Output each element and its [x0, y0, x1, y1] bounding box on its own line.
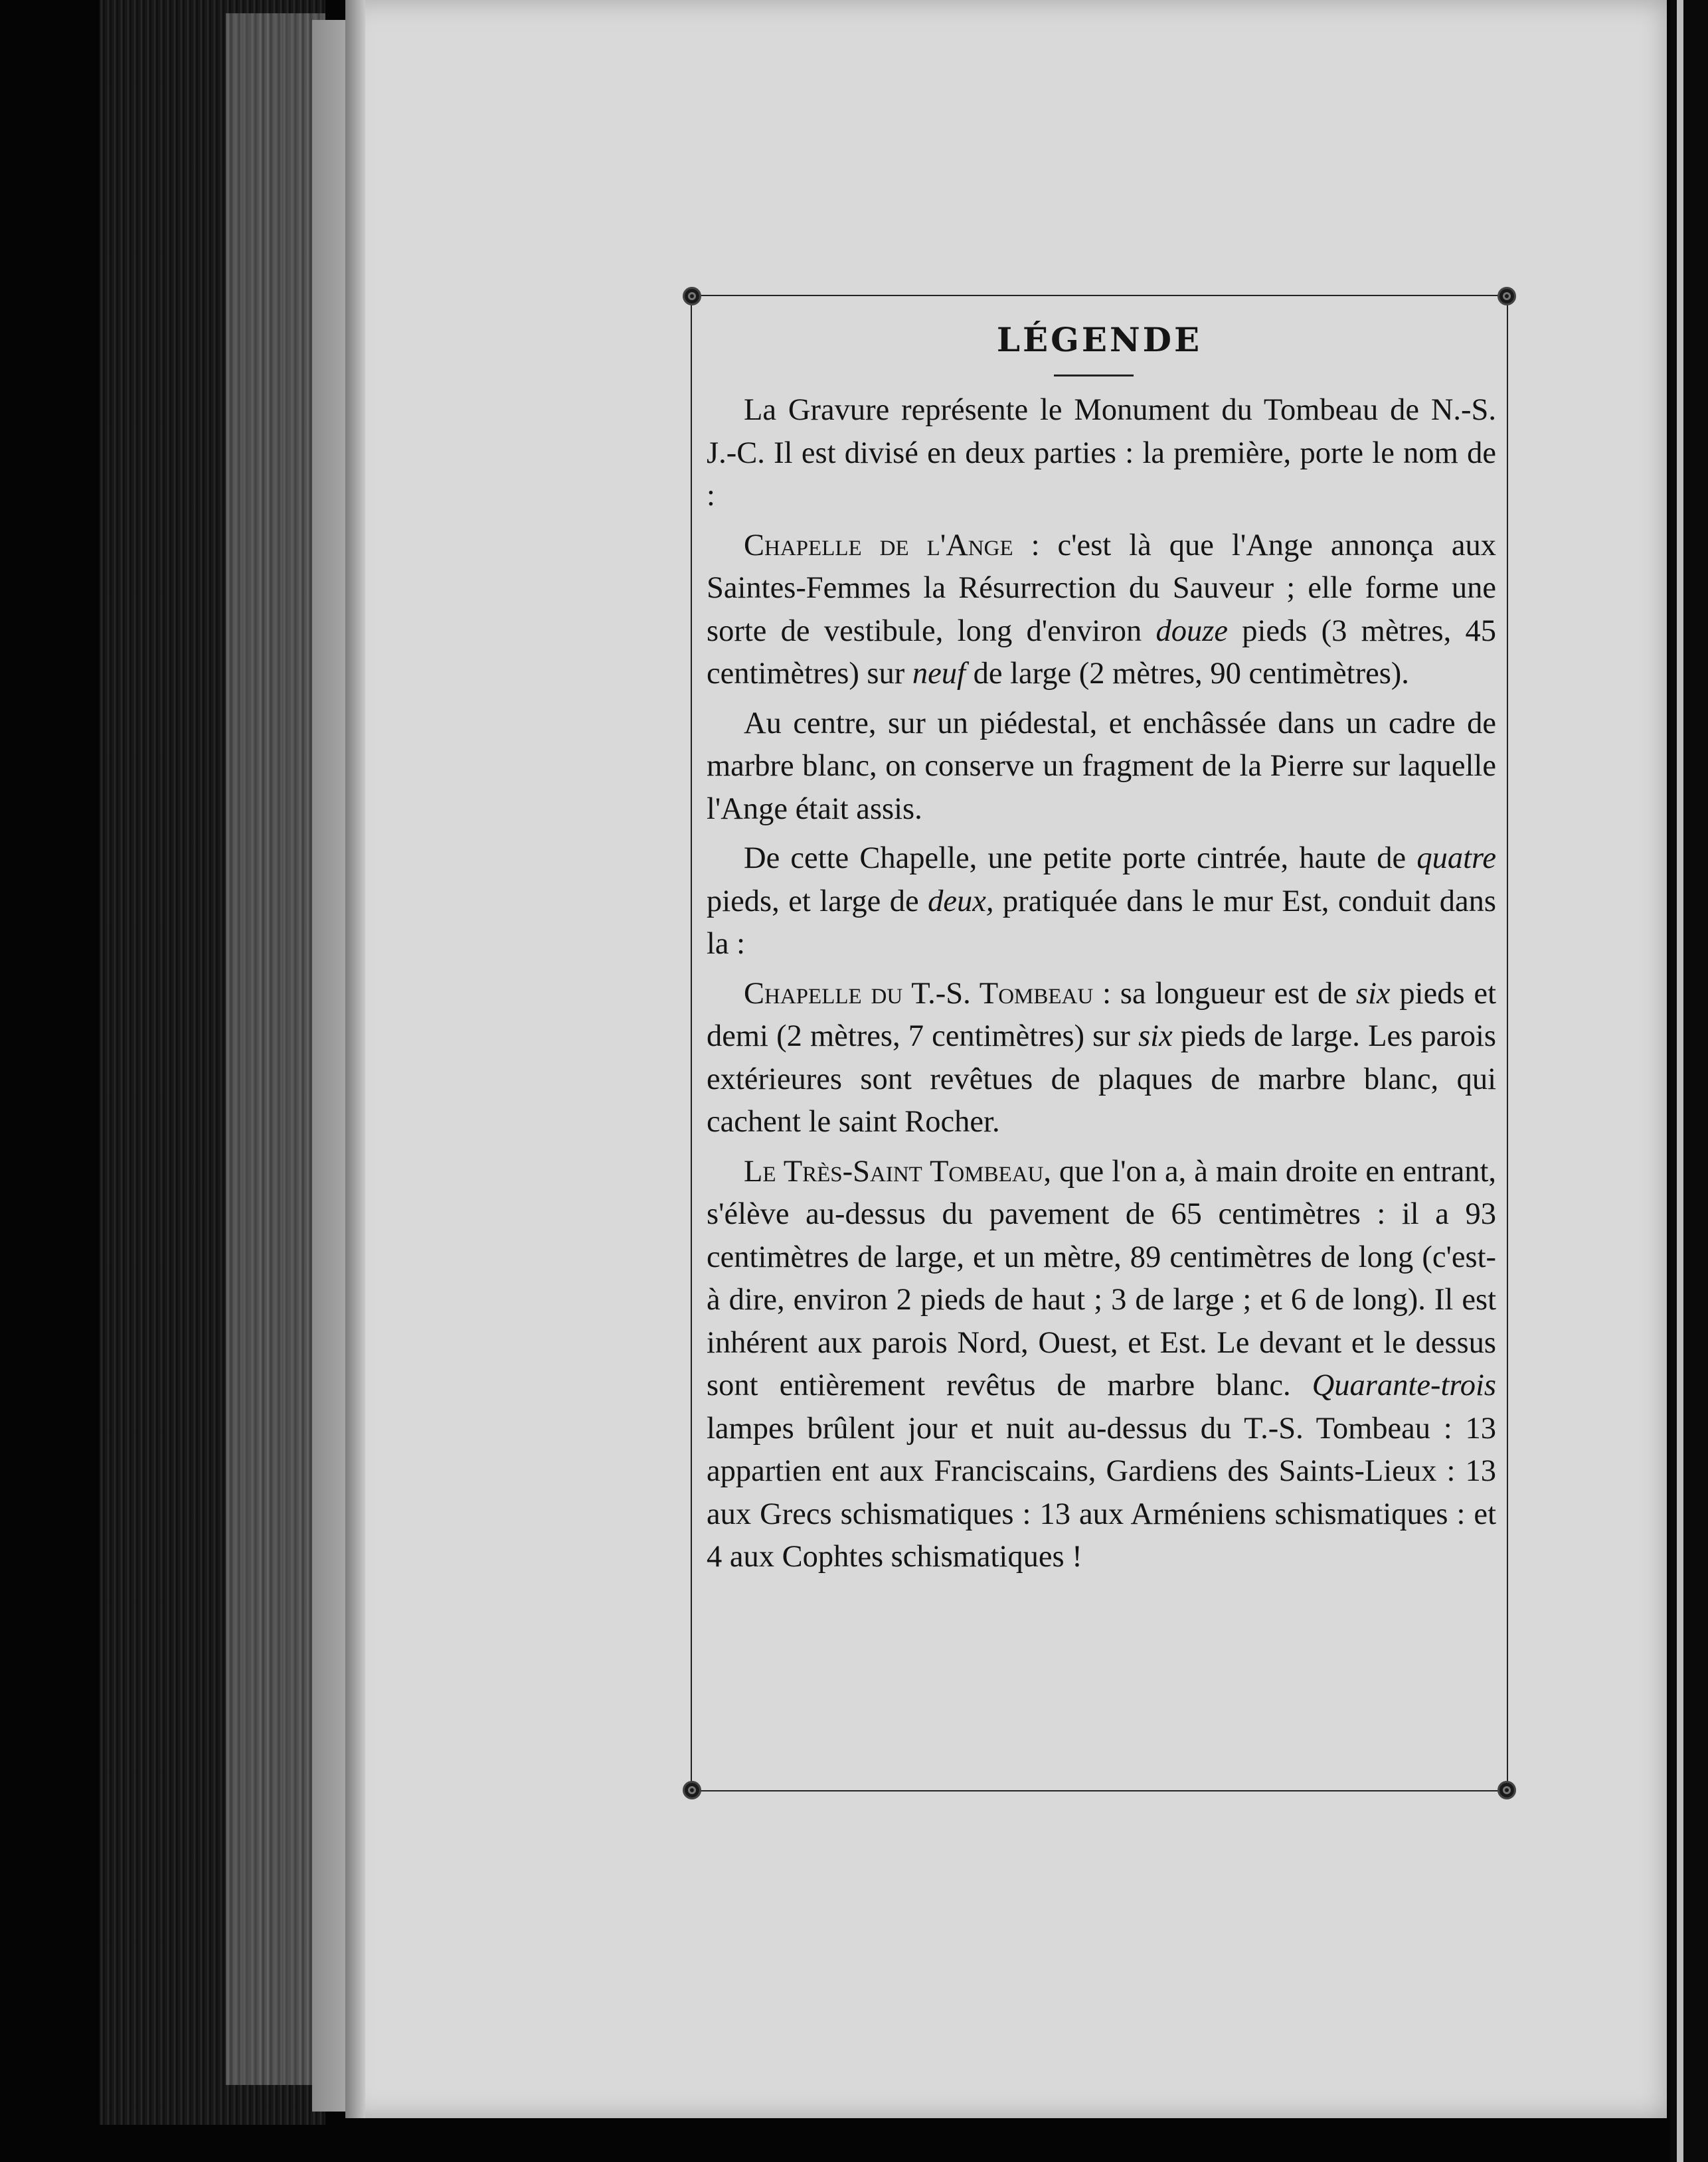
paragraph-text: Au centre, sur un piédestal, et enchâssée dans un cadre de marbre blanc, on conserve un fragment de la Pierre sur laquelle l'Ange était assis.	[707, 706, 1496, 826]
paragraph-text: pieds (3 mètres, 45 centimètres) sur	[707, 614, 1496, 691]
right-page-strip	[1677, 0, 1683, 2162]
emphasis: quatre	[1416, 841, 1496, 875]
section-heading: Chapelle du T.-S. Tombeau	[744, 976, 1094, 1011]
paragraph-text: de large (2 mètres, 90 centimètres).	[965, 657, 1409, 691]
section-heading: Le Très-Saint Tombeau	[744, 1154, 1044, 1189]
paragraph-centre	[707, 703, 1496, 831]
page-gutter	[345, 0, 365, 2118]
legend-text	[707, 389, 1496, 1586]
paragraph-text: : sa longueur est de	[1093, 976, 1356, 1011]
legend-frame	[691, 295, 1508, 1791]
paragraph-text: pieds, et large de	[707, 884, 928, 918]
paragraph-text: pieds et demi (2 mètres, 7 centimètres) sur	[707, 976, 1496, 1053]
legend-title: LÉGENDE	[996, 320, 1203, 359]
paragraph-chapelle-tombeau	[707, 973, 1496, 1144]
emphasis: deux,	[928, 884, 994, 918]
corner-ornament-icon	[683, 287, 701, 305]
paragraph-text: , que l'on a, à main droite en entrant, s'élève au-dessus du pavement de 65 centimètres : il a 93 centimètres de large, et un mètre, 89 centimètres de long (c'est-à dire, environ 2 pieds de haut ; 3 de large ; et 6 de long). Il est inhérent aux parois Nord, Ouest, et Est. Le devant et le dessus sont entièrement revêtus de marbre blanc.	[707, 1154, 1496, 1402]
corner-ornament-icon	[1497, 1781, 1516, 1799]
paragraph-tres-saint-tombeau	[707, 1151, 1496, 1579]
paragraph-text: La Gravure représente le Monument du Tombeau de N.-S. J.-C. Il est divisé en deux parties : la première, porte le nom de :	[707, 393, 1496, 513]
paragraph-text: lampes brûlent jour et nuit au-dessus du T.-S. Tombeau : 13 appartien ent aux Franciscains, Gardiens des Saints-Lieux : 13 aux Grecs schismatiques : 13 aux Arméniens schismatiques : et 4 aux Cophtes schismatiques !	[707, 1411, 1496, 1574]
paragraph-intro	[707, 389, 1496, 518]
right-edge	[1670, 0, 1708, 2162]
book-fore-edge	[100, 0, 325, 2125]
corner-ornament-icon	[683, 1781, 701, 1799]
paragraph-text: De cette Chapelle, une petite porte cintrée, haute de	[744, 841, 1417, 875]
corner-ornament-icon	[1497, 287, 1516, 305]
emphasis: six	[1138, 1019, 1173, 1053]
emphasis: six	[1355, 976, 1391, 1011]
emphasis: neuf	[912, 657, 966, 691]
emphasis: douze	[1155, 614, 1228, 648]
emphasis: Quarante-trois	[1312, 1369, 1496, 1402]
paragraph-chapelle-ange	[707, 525, 1496, 696]
paragraph-text: pratiquée dans le mur Est, conduit dans la :	[707, 884, 1496, 961]
section-heading: Chapelle de l'Ange	[744, 528, 1013, 562]
paragraph-text: : c'est là que l'Ange annonça aux Saintes-Femmes la Résurrection du Sauveur ; elle forme une sorte de vestibule, long d'environ	[707, 528, 1496, 648]
page-stack	[226, 13, 325, 2085]
title-rule	[1054, 374, 1134, 376]
paragraph-text: pieds de large. Les parois extérieures sont revêtues de plaques de marbre blanc, qui cachent le saint Rocher.	[707, 1019, 1496, 1139]
paragraph-porte	[707, 837, 1496, 966]
